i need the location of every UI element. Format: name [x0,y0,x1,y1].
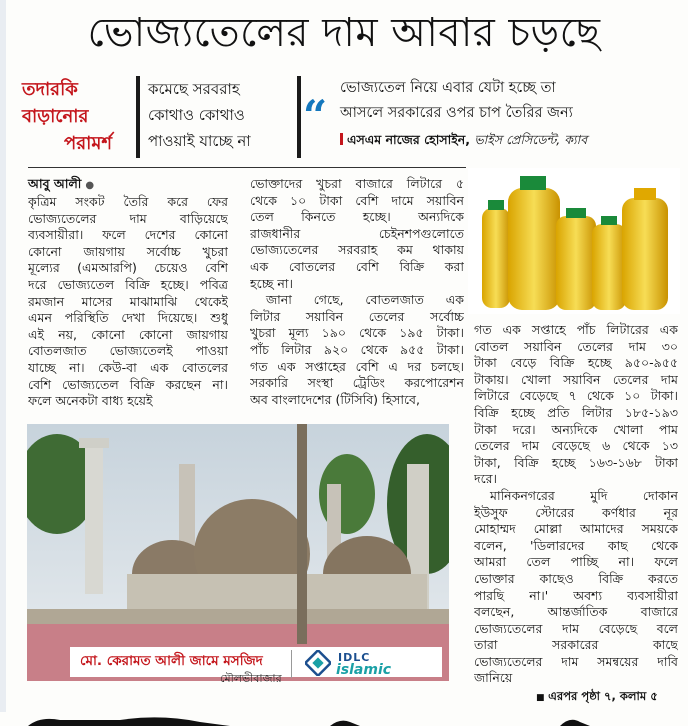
col2-line: তেল কিনতে হচ্ছে। অন্যদিকে [250,209,464,225]
col1-line: এই নয়, কোনো কোনো জায়গায় [28,326,228,342]
col1-line: মূল্যের (এমআরপি) চেয়েও বেশি [28,260,228,276]
col3-line: তারা সরকারের কাছে [474,637,678,653]
col3-line: তেলের দাম বেড়েছে ৬ থেকে ১৩ [474,438,678,454]
col1-line: বেশি ভোজ্যতেল বিক্রি করছেন না। [28,376,228,392]
col3-line: গত এক সপ্তাহে পাঁচ লিটারের এক [474,322,678,337]
quote-role: ভাইস প্রেসিডেন্ট, ক্যাব [474,132,588,147]
col3-line: আমরা তেল পাচ্ছি না। ফলে [474,554,678,570]
col2-line: গত এক সপ্তাহের বেশি এ দর চলছে। [250,358,464,374]
idlc-logo-icon [305,650,331,676]
deck-line-2: কোথাও কোথাও [148,106,245,124]
continuation-line [536,688,658,707]
deck-line-3: পাওয়াই যাচ্ছে না [148,132,251,150]
column-3-body [474,322,678,687]
column-1-body [28,194,228,410]
col3-line: বিক্রি হচ্ছে প্রতি লিটার ১৮৫-১৯৩ [474,404,678,420]
col2-line: জানা গেছে, বোতলজাত এক [266,292,464,308]
column-2-body [250,176,464,408]
col3-line: টাকা, বিক্রি হচ্ছে ১৬৩-১৬৮ টাকা [474,454,678,470]
quote-mark-icon: “ [303,91,328,140]
quote-line-2: আসলে সরকারের ওপর চাপ তৈরির জন্য [340,105,573,121]
col1-line: ভোজ্যতেলের দাম বাড়িয়েছে [28,210,228,226]
deck-line-1: কমেছে সরবরাহ [148,80,240,98]
col3-line: টাকা দরে। অন্যদিকে খোলা পাম [474,421,678,437]
tag-line-3: পরামর্শ [64,133,112,154]
continuation-text: এরপর পৃষ্ঠা ৭, কলাম ৫ [548,689,658,703]
mosque-photo [27,424,449,681]
col1-line: ফলে অনেকটা বাধ্য হয়েই [28,393,153,409]
tag-line-1: তদারকি [22,79,78,100]
col2-line: এক বোতলের বেশি বিক্রি করা [250,258,464,274]
col3-line: ভোক্তার কাছেও বিক্রি করতে [474,570,678,586]
col2-line: থেকে ১০ টাকা বেশি দামে সয়াবিন [250,192,464,208]
col2-line: সরকারি সংস্থা ট্রেডিং করপোরেশন [250,375,464,391]
byline-row [28,176,228,194]
photo-caption: মো. কেরামত আলী জামে মসজিদ [80,653,263,669]
col1-line: এমন পরিস্থিতি দেখা দিয়েছে। শুধু [28,310,228,326]
col3-line: বলছেন, আন্তর্জাতিক বাজারে [474,604,678,620]
col3-line: মোহাম্মদ মোল্লা আমাদের সময়কে [474,521,678,537]
oil-bottles-photo [468,168,680,314]
col2-line: ভোক্তাদের খুচরা বাজারে লিটারে ৫ [250,176,464,191]
byline-dot-icon: ● [85,180,95,191]
col1-line: দরে ভোজ্যতেল বিক্রি হচ্ছে। পবিত্র [28,276,228,292]
col3-line: টাকা বেড়ে বিক্রি হচ্ছে ৯৫০-৯৫৫ [474,355,678,371]
col2-line: হচ্ছে না। [250,275,293,291]
col3-line: বোতল সয়াবিন তেলের দাম ৩০ [474,338,678,354]
next-article-headline-cutoff [0,712,688,726]
sponsor-name: IDLC [338,651,371,664]
col2-line: খুচরা মূল্য ১৯০ থেকে ১৯৫ টাকা। [250,325,464,341]
caption-divider [291,650,292,678]
col3-line: ভোজ্যতেলের দাম সমন্বয়ের দাবি [474,653,678,669]
continuation-square-icon: ■ [536,693,545,703]
section-tag [22,76,132,157]
article-column-1 [28,176,228,410]
col3-line: পারছি না।' অবশ্য ব্যবসায়ীরা [474,587,678,603]
deck [148,76,288,154]
col3-line: বলেন, 'ডিলারদের কাছ থেকে [474,537,678,553]
col3-line: টাকায়। খোলা সয়াবিন তেলের দাম [474,371,678,387]
photo-location: মৌলভীবাজার [220,672,282,685]
col2-line: অব বাংলাদেশের (টিসিবি) হিসাবে, [250,391,420,407]
col3-line: দরে। [474,471,497,487]
quote-line-1: ভোজ্যতেল নিয়ে এবার যেটা হচ্ছে তা [340,80,556,96]
col3-line: ভোজ্যতেলের দাম বেড়েছে বলে [474,620,678,636]
col2-line: পাঁচ লিটার ৯২০ থেকে ৯৫৫ টাকা। [250,341,464,357]
col2-line: ভোজ্যতেলের সরবরাহ কম থাকায় [250,242,464,258]
col1-line: কোনো জায়গায় সর্বোচ্চ খুচরা [28,243,228,259]
byline: আবু আলী [28,176,82,191]
pull-quote [340,76,680,126]
col2-line: লিটার সয়াবিন তেলের সর্বোচ্চ [250,308,464,324]
article-column-2 [250,176,464,408]
col3-line: জানিয়ে [474,670,513,686]
sponsor-tagline: islamic [336,662,392,678]
page-left-edge [0,0,6,726]
col1-line: রমজান মাসের মাঝামাঝি থেকেই [28,293,228,309]
headline: ভোজ্যতেলের দাম আবার চড়ছে [87,10,601,56]
col3-line: লিটারে বেড়েছে ৭ থেকে ১০ টাকা। [474,388,678,404]
tag-divider [136,76,140,158]
deck-divider [297,76,301,158]
header-rule [28,167,466,168]
col3-line: মানিকনগরের মুদি দোকান [490,487,678,503]
tag-line-2: বাড়ানোর [22,106,89,127]
quote-attribution [340,132,587,152]
article-column-3 [474,322,678,687]
quote-speaker: এসএম নাজের হোসাইন, [347,132,470,147]
col1-line: বোতলজাত ভোজ্যতেলই পাওয়া [28,343,228,359]
attribution-bar [340,133,343,145]
col1-line: ব্যবসায়ীরা। ফলে দেশের কোনো [28,227,228,243]
col1-line: কৃত্রিম সংকট তৈরি করে ফের [28,194,228,209]
col1-line: যাচ্ছে না। কেউ-বা এক বোতলের [28,359,228,375]
col3-line: ইউসুফ স্টোরের কর্ণধার নূর [474,504,678,520]
col2-line: রাজধানীর চেইনশপগুলোতে [250,225,464,241]
